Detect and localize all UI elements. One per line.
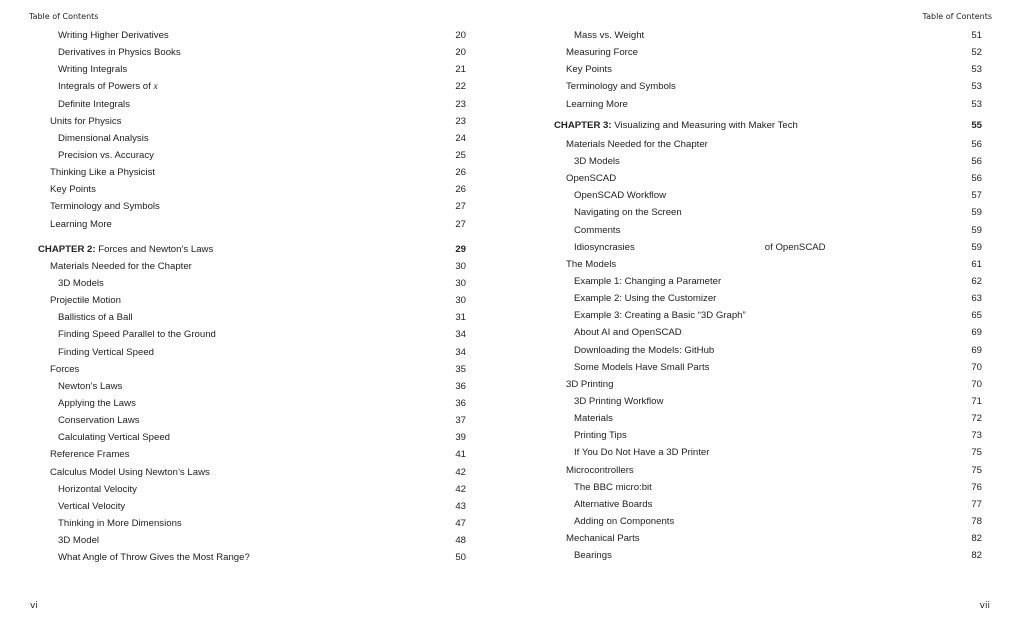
toc-entry-title [574, 444, 709, 461]
toc-entry-text: Learning More [566, 98, 628, 110]
toc-entry-page: 82 [971, 550, 982, 562]
toc-entry-page: 47 [455, 517, 466, 529]
chapter-label: CHAPTER 2: [38, 243, 96, 255]
toc-entry-page: 61 [971, 258, 982, 270]
toc-entry-text: Example 1: Changing a Parameter [574, 275, 722, 287]
toc-entry[interactable] [38, 549, 466, 566]
chapter-label: CHAPTER 3: [554, 119, 612, 131]
toc-entry-text: The Models [566, 258, 617, 270]
toc-entry-page: 59 [971, 224, 982, 236]
toc-entry-page: 24 [455, 132, 466, 144]
toc-entry-page: 36 [455, 397, 466, 409]
toc-entry-text: Example 2: Using the Customizer [574, 293, 717, 305]
toc-entry[interactable] [38, 258, 466, 275]
toc-entry-page: 62 [971, 275, 982, 287]
toc-entry-title [58, 378, 122, 395]
toc-entry[interactable] [38, 429, 466, 446]
toc-entry[interactable] [554, 290, 982, 307]
toc-entry-page: 25 [455, 149, 466, 161]
toc-entry-title [58, 147, 154, 164]
toc-entry-text: The BBC micro:bit [574, 481, 652, 493]
page-number-left: vi [30, 601, 38, 611]
toc-entry-text: Forces and Newton’s Laws [98, 243, 214, 255]
toc-entry[interactable] [38, 309, 466, 326]
toc-entry-text: Precision vs. Accuracy [58, 149, 154, 161]
toc-entry-title [38, 241, 213, 258]
toc-entry-page: 36 [455, 380, 466, 392]
toc-entry-page: 57 [971, 190, 982, 202]
toc-entry-title [50, 181, 96, 198]
toc-entry-text: Finding Vertical Speed [58, 346, 154, 358]
toc-entry-page: 56 [971, 138, 982, 150]
toc-entry[interactable] [554, 479, 982, 496]
toc-entry[interactable] [554, 61, 982, 78]
toc-entry-page: 56 [971, 155, 982, 167]
toc-entry-title [58, 515, 182, 532]
toc-entry[interactable] [554, 44, 982, 61]
toc-entry[interactable] [554, 170, 982, 187]
toc-entry[interactable] [554, 78, 982, 95]
toc-entry-text: Learning More [50, 218, 112, 230]
toc-entry-page: 30 [455, 277, 466, 289]
toc-entry-title [566, 78, 676, 95]
toc-column-left [38, 27, 466, 566]
toc-entry-text: Definite Integrals [58, 98, 130, 110]
toc-entry-text: Idiosyncrasies [574, 241, 635, 253]
toc-entry[interactable] [38, 464, 466, 481]
toc-entry-text: Bearings [574, 550, 612, 562]
toc-entry-text: Materials Needed for the Chapter [566, 138, 708, 150]
toc-entry-title [574, 479, 652, 496]
toc-chapter-entry[interactable] [38, 241, 466, 258]
toc-entry-page: 34 [455, 329, 466, 341]
toc-entry-title [566, 170, 616, 187]
toc-entry-page: 65 [971, 310, 982, 322]
toc-entry-title [574, 273, 721, 290]
toc-entry-text: Visualizing and Measuring with Maker Tech [614, 119, 798, 131]
toc-entry-page: 71 [971, 395, 982, 407]
toc-entry[interactable] [554, 376, 982, 393]
toc-entry-text: Projectile Motion [50, 295, 121, 307]
toc-entry-text: Downloading the Models: GitHub [574, 344, 715, 356]
toc-entry-page: 20 [455, 30, 466, 41]
toc-entry[interactable] [554, 256, 982, 273]
toc-entry-text: Horizontal Velocity [58, 483, 137, 495]
toc-entry[interactable] [38, 96, 466, 113]
page-number-right: vii [979, 601, 990, 611]
toc-entry-text: Microcontrollers [566, 464, 634, 476]
toc-entry-page: 27 [455, 218, 466, 230]
toc-entry[interactable] [38, 515, 466, 532]
toc-entry-text: Printing Tips [574, 430, 627, 442]
toc-entry-text: What Angle of Throw Gives the Most Range? [58, 552, 250, 564]
toc-entry-title [574, 496, 652, 513]
toc-entry[interactable] [38, 361, 466, 378]
toc-entry-page: 69 [971, 344, 982, 356]
toc-entry-title [574, 547, 612, 564]
toc-entry-page: 30 [455, 295, 466, 307]
toc-entry-page: 53 [971, 98, 982, 110]
toc-entry-text: Materials Needed for the Chapter [50, 260, 192, 272]
toc-entry-page: 56 [971, 173, 982, 185]
toc-entry-text: Conservation Laws [58, 415, 140, 427]
toc-entry-text: Key Points [566, 64, 612, 76]
toc-entry-title [574, 153, 620, 170]
toc-entry-title [554, 117, 798, 134]
toc-entry-page: 55 [971, 119, 982, 131]
toc-entry-title [58, 532, 99, 549]
toc-entry[interactable] [38, 44, 466, 61]
toc-entry-text: Thinking in More Dimensions [58, 517, 182, 529]
toc-entry[interactable] [554, 342, 982, 359]
toc-entry[interactable] [38, 27, 466, 44]
toc-entry-text: Derivatives in Physics Books [58, 47, 181, 59]
toc-entry-page: 69 [971, 327, 982, 339]
toc-entry[interactable] [38, 61, 466, 78]
toc-entry-text: 3D Models [574, 155, 620, 167]
toc-entry-page: 23 [455, 115, 466, 127]
toc-entry-page: 70 [971, 378, 982, 390]
toc-entry[interactable] [554, 513, 982, 530]
toc-entry-title [574, 307, 746, 324]
toc-entry-page: 26 [455, 167, 466, 179]
toc-entry-text: Vertical Velocity [58, 500, 126, 512]
toc-entry-page: 21 [455, 64, 466, 76]
toc-entry-title [566, 530, 640, 547]
toc-entry[interactable] [554, 222, 982, 239]
toc-entry-text: Calculating Vertical Speed [58, 432, 170, 444]
toc-entry-page: 59 [971, 207, 982, 219]
toc-entry-page: 77 [971, 498, 982, 510]
toc-chapter-entry[interactable] [554, 117, 982, 134]
toc-entry-title [58, 96, 130, 113]
toc-entry-text: If You Do Not Have a 3D Printer [574, 447, 710, 459]
toc-entry-title [566, 44, 638, 61]
toc-entry[interactable] [554, 410, 982, 427]
toc-entry[interactable] [554, 187, 982, 204]
toc-entry-page: 43 [455, 500, 466, 512]
toc-entry-text: Ballistics of a Ball [58, 312, 133, 324]
toc-entry[interactable] [38, 113, 466, 130]
toc-entry-page: 34 [455, 346, 466, 358]
toc-entry-text: About AI and OpenSCAD [574, 327, 682, 339]
toc-entry-page: 42 [455, 466, 466, 478]
toc-entry-title [574, 513, 674, 530]
toc-entry-text: Alternative Boards [574, 498, 653, 510]
toc-entry-title [574, 427, 627, 444]
toc-entry-page: 41 [455, 449, 466, 461]
toc-entry[interactable] [554, 27, 982, 44]
toc-entry-text: 3D Models [58, 277, 104, 289]
running-header-right: Table of Contents [922, 12, 992, 21]
toc-entry[interactable] [554, 393, 982, 410]
toc-entry-page: 53 [971, 81, 982, 93]
toc-entry-title [574, 410, 613, 427]
toc-entry[interactable] [554, 273, 982, 290]
toc-entry-text: 3D Printing [566, 378, 614, 390]
toc-entry-page: 75 [971, 464, 982, 476]
toc-entry-title [574, 393, 663, 410]
toc-entry[interactable] [38, 78, 466, 95]
toc-entry[interactable] [38, 446, 466, 463]
running-header-left: Table of Contents [29, 12, 99, 21]
toc-entry-text: OpenSCAD [566, 173, 617, 185]
toc-entry-text: Units for Physics [50, 115, 122, 127]
toc-entry-title [566, 96, 628, 113]
toc-entry-title [58, 429, 170, 446]
toc-entry-text: 3D Model [58, 535, 100, 547]
toc-entry-page: 70 [971, 361, 982, 373]
toc-entry-text: Thinking Like a Physicist [50, 167, 156, 179]
toc-entry-page: 27 [455, 201, 466, 213]
toc-entry[interactable] [554, 324, 982, 341]
toc-entry-text: Calculus Model Using Newton’s Laws [50, 466, 210, 478]
toc-entry-page: 78 [971, 515, 982, 527]
toc-entry-title [58, 344, 154, 361]
toc-entry-title [50, 464, 210, 481]
toc-entry-text: Mechanical Parts [566, 533, 640, 545]
toc-entry-title [58, 412, 140, 429]
toc-entry-text: Example 3: Creating a Basic “3D Graph” [574, 310, 746, 322]
toc-entry[interactable] [38, 326, 466, 343]
toc-entry-page: 59 [971, 241, 982, 253]
toc-entry-title [574, 359, 709, 376]
toc-entry-title [58, 78, 158, 95]
toc-entry-page: 52 [971, 47, 982, 59]
toc-entry[interactable] [554, 530, 982, 547]
toc-entry-title [58, 275, 104, 292]
toc-entry-text: Terminology and Symbols [50, 201, 160, 213]
toc-entry-page: 76 [971, 481, 982, 493]
toc-entry-page: 42 [455, 483, 466, 495]
toc-entry-title [574, 239, 826, 256]
toc-entry-text: Navigating on the Screen [574, 207, 682, 219]
toc-entry-title [574, 342, 714, 359]
toc-entry-title [58, 326, 216, 343]
toc-entry[interactable] [38, 130, 466, 147]
toc-entry-title [50, 361, 79, 378]
toc-entry-title [574, 222, 620, 239]
toc-entry-page: 30 [455, 260, 466, 272]
toc-entry-text: Terminology and Symbols [566, 81, 676, 93]
toc-entry-text: Reference Frames [50, 449, 130, 461]
toc-entry-page: 22 [455, 81, 466, 93]
toc-entry-title [58, 44, 181, 61]
toc-entry-title [566, 136, 708, 153]
toc-entry[interactable] [38, 164, 466, 181]
toc-entry-title [58, 498, 125, 515]
toc-entry[interactable] [38, 198, 466, 215]
toc-entry-title [58, 549, 250, 566]
toc-entry-page: 37 [455, 415, 466, 427]
toc-entry-page: 51 [971, 30, 982, 41]
toc-entry-title [574, 290, 716, 307]
toc-entry[interactable] [554, 239, 982, 256]
toc-entry-title [50, 113, 121, 130]
toc-entry[interactable] [38, 344, 466, 361]
toc-entry-text: Forces [50, 363, 80, 375]
toc-entry-page: 75 [971, 447, 982, 459]
toc-entry[interactable] [38, 275, 466, 292]
toc-entry-title [566, 61, 612, 78]
toc-entry-text-tail: of OpenSCAD [764, 241, 826, 253]
toc-entry-text: Applying the Laws [58, 397, 136, 409]
toc-entry[interactable] [554, 307, 982, 324]
toc-entry-text: Key Points [50, 184, 96, 196]
toc-entry-title [566, 256, 616, 273]
toc-entry-title [50, 164, 155, 181]
toc-entry-page: 82 [971, 533, 982, 545]
toc-entry[interactable] [554, 547, 982, 564]
toc-entry[interactable] [38, 532, 466, 549]
toc-entry[interactable] [38, 395, 466, 412]
toc-entry-page: 29 [455, 243, 466, 255]
toc-entry[interactable] [554, 427, 982, 444]
toc-entry-title [58, 130, 149, 147]
toc-entry[interactable] [38, 147, 466, 164]
toc-entry-title [50, 258, 192, 275]
toc-entry-page: 39 [455, 432, 466, 444]
toc-entry-title [50, 292, 121, 309]
toc-entry-page: 53 [971, 64, 982, 76]
toc-entry-text: Some Models Have Small Parts [574, 361, 710, 373]
toc-entry-page: 26 [455, 184, 466, 196]
toc-entry-page: 63 [971, 293, 982, 305]
toc-entry[interactable] [38, 181, 466, 198]
toc-entry[interactable] [38, 412, 466, 429]
toc-entry-text: Writing Integrals [58, 64, 128, 76]
toc-entry-text: 3D Printing Workflow [574, 395, 664, 407]
toc-entry[interactable] [38, 498, 466, 515]
toc-entry-page: 50 [455, 552, 466, 564]
toc-entry-page: 48 [455, 535, 466, 547]
toc-entry[interactable] [554, 136, 982, 153]
toc-entry-page: 23 [455, 98, 466, 110]
toc-entry-text: Mass vs. Weight [574, 30, 645, 41]
toc-entry[interactable] [38, 481, 466, 498]
toc-entry-title [58, 61, 127, 78]
toc-entry-text: Measuring Force [566, 47, 638, 59]
toc-entry-title [566, 376, 613, 393]
toc-entry[interactable] [554, 96, 982, 113]
toc-entry-text: Dimensional Analysis [58, 132, 149, 144]
toc-entry-text: Adding on Components [574, 515, 675, 527]
toc-entry-text: Newton’s Laws [58, 380, 123, 392]
toc-entry[interactable] [554, 204, 982, 221]
toc-entry-text: OpenSCAD Workflow [574, 190, 667, 202]
toc-entry-title [574, 204, 682, 221]
toc-entry-page: 72 [971, 413, 982, 425]
toc-entry[interactable] [554, 462, 982, 479]
toc-entry-title [58, 395, 136, 412]
toc-entry[interactable] [554, 496, 982, 513]
toc-entry-title [58, 481, 137, 498]
toc-entry-text: Finding Speed Parallel to the Ground [58, 329, 216, 341]
toc-entry-title [50, 198, 160, 215]
toc-entry-title [58, 309, 133, 326]
toc-entry[interactable] [38, 216, 466, 233]
toc-entry-page: 73 [971, 430, 982, 442]
toc-entry-text: Writing Higher Derivatives [58, 30, 169, 41]
toc-entry[interactable] [554, 444, 982, 461]
toc-entry[interactable] [554, 153, 982, 170]
toc-column-right [554, 27, 982, 564]
toc-entry-text: Comments [574, 224, 621, 236]
toc-entry-page: 31 [455, 312, 466, 324]
toc-entry-title [574, 27, 644, 44]
toc-entry-title [58, 27, 169, 44]
toc-entry-title [574, 187, 666, 204]
toc-entry-title [574, 324, 682, 341]
toc-entry-text: Integrals of Powers of x [58, 81, 158, 93]
toc-entry-text: Materials [574, 413, 613, 425]
toc-entry[interactable] [554, 359, 982, 376]
toc-entry-page: 35 [455, 363, 466, 375]
toc-entry-title [566, 462, 634, 479]
toc-entry-page: 20 [455, 47, 466, 59]
toc-entry[interactable] [38, 378, 466, 395]
toc-entry-title [50, 216, 112, 233]
toc-entry-title [50, 446, 129, 463]
toc-entry[interactable] [38, 292, 466, 309]
